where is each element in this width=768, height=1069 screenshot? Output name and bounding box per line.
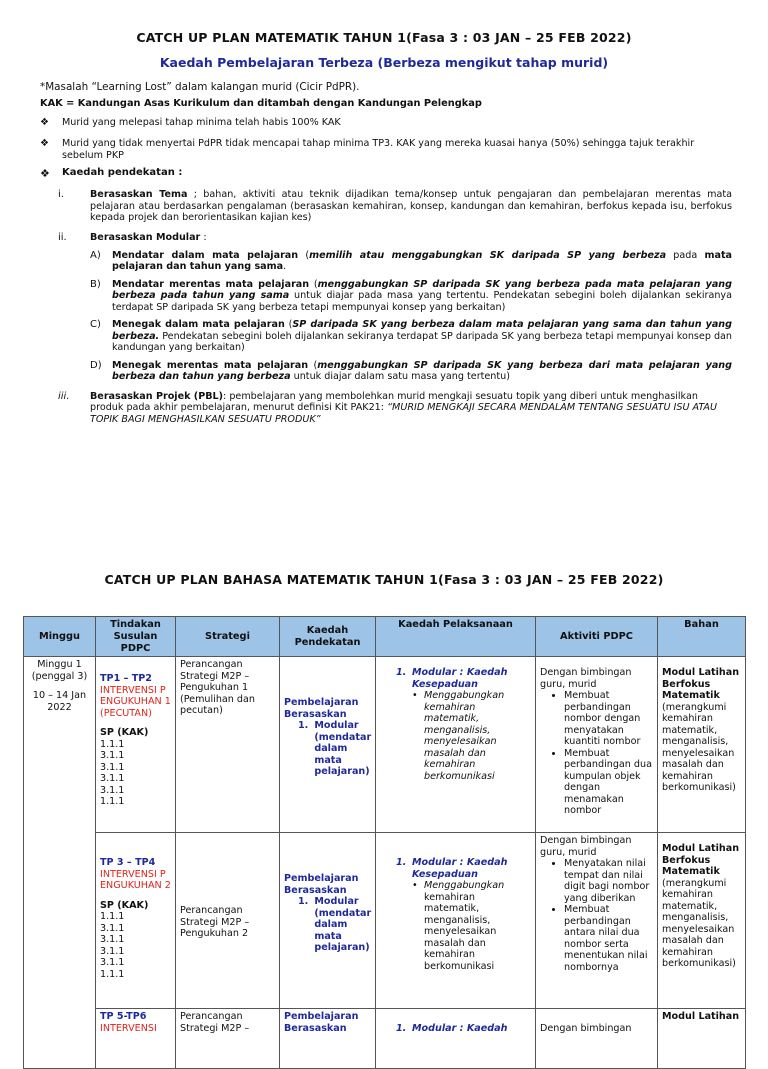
tp-label: TP1 – TP2 <box>100 673 152 685</box>
modular-bold: Menegak merentas mata pelajaran <box>112 359 309 371</box>
aktiviti-list <box>564 858 653 973</box>
column-header-bahan: Bahan <box>658 617 746 657</box>
tindakan-cell <box>96 1009 176 1069</box>
tindakan-cell <box>96 833 176 1009</box>
modular-text <box>112 360 732 383</box>
aktiviti-cell <box>536 657 658 833</box>
table-row <box>24 833 746 1009</box>
kaedah-item-bold: Berasaskan Projek (PBL) <box>90 390 224 402</box>
bahan-text: (merangkumi kemahiran matematik, menganalisis, menyelesaikan masalah dan kemahiran berkomunikasi) <box>662 877 736 970</box>
intervensi-label: INTERVENSI PENGUKUHAN 1 (PECUTAN) <box>100 684 171 719</box>
sp-item: 3.1.1 <box>100 773 125 785</box>
strategi-cell: Perancangan Strategi M2P – Pengukuhan 1 (Pemulihan dan pecutan) <box>176 657 280 833</box>
modular-bold: Mendatar merentas mata pelajaran <box>112 278 310 290</box>
intro-bullet-text: Murid yang melepasi tahap minima telah habis 100% KAK <box>62 117 341 129</box>
kaedah-list <box>40 183 732 425</box>
aktiviti-list <box>564 690 653 817</box>
kaedah-heading-row <box>40 167 732 180</box>
sp-label: SP (KAK) <box>100 899 149 911</box>
list-number: i. <box>58 189 64 200</box>
modular-letter: B) <box>90 278 101 290</box>
diamond-bullet-icon: ❖ <box>40 117 49 129</box>
pendekatan-item: 1. Modular (mendatar dalam mata pelajaran) <box>298 896 372 954</box>
modular-text <box>112 279 732 314</box>
sp-item: 3.1.1 <box>100 761 125 773</box>
tp-label: TP 3 – TP4 <box>100 857 156 869</box>
sp-item: 1.1.1 <box>100 796 125 808</box>
aktiviti-cell <box>536 1009 658 1069</box>
pelaksanaan-lead: Menggabungkan <box>424 880 505 892</box>
pelaksanaan-title-text: Modular : Kaedah Kesepaduan <box>412 857 508 880</box>
modular-item-d <box>40 360 732 383</box>
pelaksanaan-cell <box>376 833 536 1009</box>
modular-letter: D) <box>90 359 102 371</box>
pendekatan-item-text: Modular (mendatar dalam mata pelajaran) <box>314 720 372 778</box>
kak-definition: KAK = Kandungan Asas Kurikulum dan ditambah dengan Kandungan Pelengkap <box>40 98 482 110</box>
pendekatan-title: Pembelajaran Berasaskan <box>284 1011 359 1034</box>
column-header-tindakan: Tindakan Susulan PDPC <box>96 617 176 657</box>
bahan-cell <box>658 833 746 1009</box>
bahan-title: Modul Latihan Berfokus Matematik <box>662 843 740 878</box>
modular-bold-italic: menggabungkan SP daripada SK yang berbeza pada mata pelajaran yang berbeza pada tahun yang sama <box>112 278 733 301</box>
pelaksanaan-lead: Menggabungkan <box>424 690 505 702</box>
column-header-kaedah-pelaksanaan: Kaedah Pelaksanaan <box>376 617 536 657</box>
minggu-cell <box>24 657 96 1069</box>
table-title: CATCH UP PLAN BAHASA MATEMATIK TAHUN 1(Fasa 3 : 03 JAN – 25 FEB 2022) <box>104 572 664 587</box>
modular-pre: ( <box>284 319 293 330</box>
intervensi-label: INTERVENSI <box>100 1022 157 1034</box>
pendekatan-cell <box>280 1009 376 1069</box>
modular-mid: untuk diajar pada masa yang tertentu. Pendekatan sebegini boleh dijalankan sekiranya terdapat SP daripada SK yang berbeza tetapi mempunyai konsep yang berkaitan) <box>112 290 732 313</box>
minggu-dates: 10 – 14 Jan 2022 <box>32 690 87 713</box>
tp-label: TP 5-TP6 <box>100 1011 147 1023</box>
kaedah-heading: Kaedah pendekatan : <box>62 167 183 179</box>
pendekatan-cell <box>280 833 376 1009</box>
pendekatan-cell <box>280 657 376 833</box>
modular-bold2: mata pelajaran dan tahun yang sama <box>112 249 732 272</box>
modular-mid: Pendekatan sebegini boleh dijalankan sekiranya terdapat SP daripada SK yang berbeza tetapi mempunyai konsep dan kandungan yang berkaitan) <box>112 330 733 353</box>
modular-bold: Menegak dalam mata pelajaran <box>112 319 285 330</box>
modular-text <box>112 319 732 354</box>
bahan-text: (merangkumi kemahiran matematik, menganalisis, menyelesaikan masalah dan kemahiran berkomunikasi) <box>662 701 736 794</box>
kaedah-item-text <box>72 232 732 244</box>
modular-mid: pada <box>666 249 705 261</box>
aktiviti-item: • Membuat perbandingan antara nilai dua nombor serta menentukan nilai nombornya <box>564 904 653 973</box>
aktiviti-item: • Membuat perbandingan dua kumpulan objek dengan menamakan nombor <box>564 748 653 817</box>
aktiviti-lead: Dengan bimbingan guru, murid <box>540 667 632 690</box>
sp-item: 3.1.1 <box>100 784 125 796</box>
modular-pre: ( <box>308 359 318 371</box>
kaedah-item-quote: “MURID MENGKAJI SECARA MENDALAM TENTANG SESUATU ISU ATAU TOPIK BAGI MENGHASILKAN SESUATU PRODUK” <box>90 402 717 425</box>
modular-letter: C) <box>90 319 101 330</box>
pendekatan-item: 1. Modular (mendatar dalam mata pelajaran) <box>298 720 372 778</box>
table-row <box>24 1009 746 1069</box>
table-header-row <box>24 617 746 657</box>
kaedah-item-i <box>40 189 732 224</box>
minggu-label: Minggu 1 <box>37 659 82 671</box>
column-header-minggu: Minggu <box>24 617 96 657</box>
tindakan-cell <box>96 657 176 833</box>
modular-bold-italic: menggabungkan SP daripada SK yang berbeza dari mata pelajaran yang berbeza dan tahun yang berbeza <box>112 359 732 382</box>
pelaksanaan-cell <box>376 657 536 833</box>
aktiviti-lead: Dengan bimbingan guru, murid <box>540 835 632 858</box>
modular-bold-italic: SP daripada SK yang berbeza dalam mata pelajaran yang sama dan tahun yang berbeza. <box>112 319 733 342</box>
intro-section <box>40 81 732 180</box>
column-header-strategi: Strategi <box>176 617 280 657</box>
pendekatan-title: Pembelajaran Berasaskan <box>284 873 359 896</box>
kaedah-item-body: : pembelajaran yang membolehkan murid mengkaji sesuatu topik yang diberi untuk menghasilkan produk pada akhir pembelajaran, menurut definisi Kit PAK21: <box>90 390 698 413</box>
modular-letter: A) <box>90 249 101 261</box>
pelaksanaan-title-text: Modular : Kaedah <box>412 1023 508 1035</box>
sp-item: 3.1.1 <box>100 922 125 934</box>
modular-item-c <box>40 319 732 354</box>
column-header-aktiviti: Aktiviti PDPC <box>536 617 658 657</box>
diamond-bullet-icon: ❖ <box>40 138 49 150</box>
modular-bold: Mendatar dalam mata pelajaran <box>112 249 299 261</box>
minggu-penggal: (penggal 3) <box>31 670 88 682</box>
strategi-cell: Perancangan Strategi M2P – Pengukuhan 2 <box>176 833 280 1009</box>
aktiviti-item: • Membuat perbandingan nombor dengan menyatakan kuantiti nombor <box>564 690 653 748</box>
pendekatan-title: Pembelajaran Berasaskan <box>284 697 359 720</box>
aktiviti-lead: Dengan bimbingan <box>540 1023 632 1035</box>
intro-bullet-text: Murid yang tidak menyertai PdPR tidak mencapai tahap minima TP3. KAK yang mereka kuasai hanya (50%) sehingga tajuk terakhir sebelum PKP <box>62 138 695 161</box>
pelaksanaan-cell <box>376 1009 536 1069</box>
sp-item: 3.1.1 <box>100 957 125 969</box>
strategi-cell: Perancangan Strategi M2P – <box>176 1009 280 1069</box>
list-number: iii. <box>58 390 70 402</box>
kaedah-item-body: : <box>200 231 207 243</box>
kaedah-item-text <box>72 391 732 426</box>
modular-pre: ( <box>309 278 318 290</box>
modular-item-b <box>40 279 732 314</box>
diamond-bullet-icon: ❖ <box>40 167 50 181</box>
pelaksanaan-rest: kemahiran matematik, menganalisis, menyelesaikan masalah dan kemahiran berkomunikasi <box>424 701 497 782</box>
sp-item: 3.1.1 <box>100 945 125 957</box>
sp-item: 3.1.1 <box>100 934 125 946</box>
intervensi-label: INTERVENSI PENGUKUHAN 2 <box>100 868 171 892</box>
sp-item: 1.1.1 <box>100 911 125 923</box>
sp-item: 1.1.1 <box>100 968 125 980</box>
column-header-kaedah-pendekatan: Kaedah Pendekatan <box>280 617 376 657</box>
modular-item-a <box>40 250 732 273</box>
bahan-cell <box>658 1009 746 1069</box>
sp-label: SP (KAK) <box>100 727 149 739</box>
kaedah-item-bold: Berasaskan Tema <box>90 189 188 200</box>
intro-bullet <box>40 117 732 129</box>
kaedah-item-text <box>72 189 732 224</box>
modular-pre: ( <box>298 249 310 261</box>
document-title: CATCH UP PLAN MATEMATIK TAHUN 1(Fasa 3 : 03 JAN – 25 FEB 2022) <box>136 30 632 45</box>
pendekatan-item-text: Modular (mendatar dalam mata pelajaran) <box>314 896 372 954</box>
masalah-note: *Masalah “Learning Lost” dalam kalangan murid (Cicir PdPR). <box>40 81 360 93</box>
modular-text <box>112 250 732 273</box>
sp-item: 3.1.1 <box>100 750 125 762</box>
bahan-cell <box>658 657 746 833</box>
pelaksanaan-title: 1. Modular : Kaedah Kesepaduan <box>396 667 531 690</box>
pelaksanaan-title-text: Modular : Kaedah Kesepaduan <box>412 667 508 690</box>
catch-up-plan-table <box>23 616 746 1069</box>
table-row <box>24 657 746 833</box>
pelaksanaan-bullet: • Menggabungkan kemahiran matematik, menganalisis, menyelesaikan masalah dan kemahiran berkomunikasi <box>412 880 505 972</box>
kaedah-item-iii <box>40 391 732 426</box>
kaedah-item-body: ; bahan, aktiviti atau teknik dijadikan tema/konsep untuk pengajaran dan pembelajaran merentas mata pelajaran atau berdasarkan pengalaman (berasaskan kemahiran, konsep, kandungan dan kemahiran, berfokus kepada isu, berfokus kepada projek dan berorientasikan kajian kes) <box>90 189 732 223</box>
kaedah-item-ii <box>40 232 732 244</box>
sp-item: 1.1.1 <box>100 738 125 750</box>
modular-post: . <box>283 261 287 272</box>
document-subtitle: Kaedah Pembelajaran Terbeza (Berbeza mengikut tahap murid) <box>159 55 609 70</box>
intro-bullet <box>40 138 732 161</box>
pelaksanaan-title: 1. Modular : Kaedah Kesepaduan <box>396 857 531 880</box>
pelaksanaan-rest: kemahiran matematik, menganalisis, menyelesaikan masalah dan kemahiran berkomunikasi <box>424 891 497 972</box>
pelaksanaan-bullet: • Menggabungkan kemahiran matematik, menganalisis, menyelesaikan masalah dan kemahiran berkomunikasi <box>412 690 505 782</box>
modular-mid: untuk diajar dalam satu masa yang tertentu) <box>290 371 510 382</box>
list-number: ii. <box>58 231 67 243</box>
pelaksanaan-title: 1. Modular : Kaedah <box>396 1023 531 1035</box>
bahan-title: Modul Latihan Berfokus Matematik <box>662 667 740 702</box>
bahan-title: Modul Latihan <box>662 1011 740 1023</box>
kaedah-item-bold: Berasaskan Modular <box>90 231 201 243</box>
aktiviti-cell <box>536 833 658 1009</box>
modular-bold-italic: memilih atau menggabungkan SK daripada SP yang berbeza <box>309 249 667 261</box>
aktiviti-item: • Menyatakan nilai tempat dan nilai digit bagi nombor yang diberikan <box>564 858 653 904</box>
